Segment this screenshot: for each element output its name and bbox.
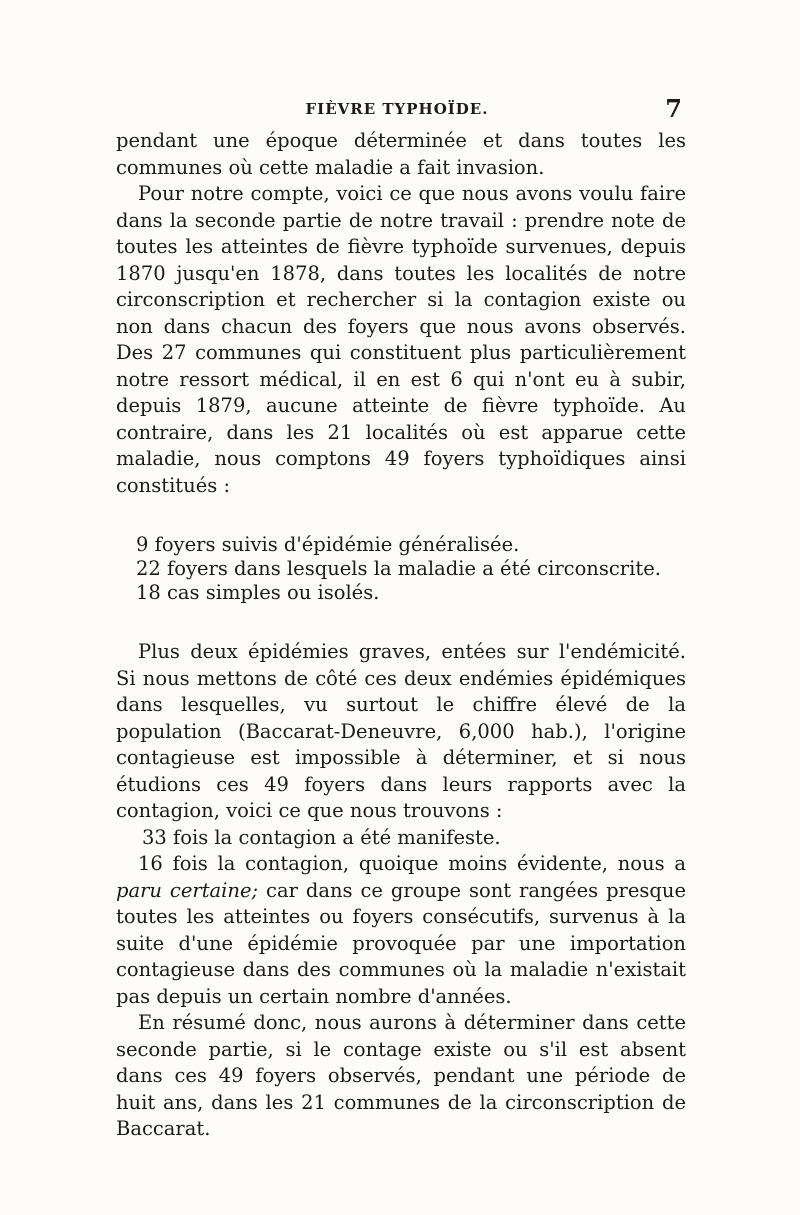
- page-content: [116, 128, 686, 1143]
- paragraph-4: [116, 851, 686, 1010]
- foyers-list: [116, 533, 686, 605]
- list-item: 18 cas simples ou isolés.: [136, 581, 380, 604]
- paragraph-4-rest: car dans ce groupe sont rangées presque toutes les atteintes ou foyers consécutifs, survenus à la suite d'une épidémie provoquée par une importation contagieuse dans des communes où la maladie n'existait pas depuis un certain nombre d'années.: [116, 878, 686, 1008]
- paragraph-2: Pour notre compte, voici ce que nous avons voulu faire dans la seconde partie de notre travail : prendre note de toutes les atteintes de fièvre typhoïde survenues, depuis 1870 jusqu'en 1878, dans toutes les localités de notre circonscription et rechercher si la contagion existe ou non dans chacun des foyers que nous avons observés. Des 27 communes qui constituent plus particulièrement notre ressort médical, il en est 6 qui n'ont eu à subir, depuis 1879, aucune atteinte de fièvre typhoïde. Au contraire, dans les 21 localités où est apparue cette maladie, nous comptons 49 foyers typhoïdiques ainsi constitués :: [116, 182, 686, 497]
- list-item: 9 foyers suivis d'épidémie généralisée.: [136, 533, 520, 556]
- running-head: [112, 96, 682, 124]
- page-number: 7: [665, 94, 682, 123]
- spacer: [116, 499, 686, 533]
- line-33-fois: 33 fois la contagion a été manifeste.: [142, 825, 501, 849]
- list-item: 22 foyers dans lesquels la maladie a été circonscrite.: [136, 557, 661, 580]
- paragraph-4-start: 16 fois la contagion, quoique moins évidente, nous a: [138, 852, 686, 875]
- paragraph-4-italic: paru certaine;: [116, 878, 259, 902]
- running-title: FIÈVRE TYPHOÏDE.: [305, 100, 489, 118]
- spacer: [116, 605, 686, 639]
- paragraph-3: Plus deux épidémies graves, entées sur l'endémicité. Si nous mettons de côté ces deux endémies épidémiques dans lesquelles, vu surtout le chiffre élevé de la population (Baccarat-Deneuvre, 6,000 hab.), l'origine contagieuse est impossible à déterminer, et si nous étudions ces 49 foyers dans leurs rapports avec la contagion, voici ce que nous trouvons :: [116, 640, 686, 822]
- paragraph-5: En résumé donc, nous aurons à déterminer dans cette seconde partie, si le contage existe ou s'il est absent dans ces 49 foyers observés, pendant une période de huit ans, dans les 21 communes de la circonscription de Baccarat.: [116, 1011, 686, 1140]
- paragraph-1: pendant une époque déterminée et dans toutes les communes où cette maladie a fait invasion.: [116, 129, 686, 179]
